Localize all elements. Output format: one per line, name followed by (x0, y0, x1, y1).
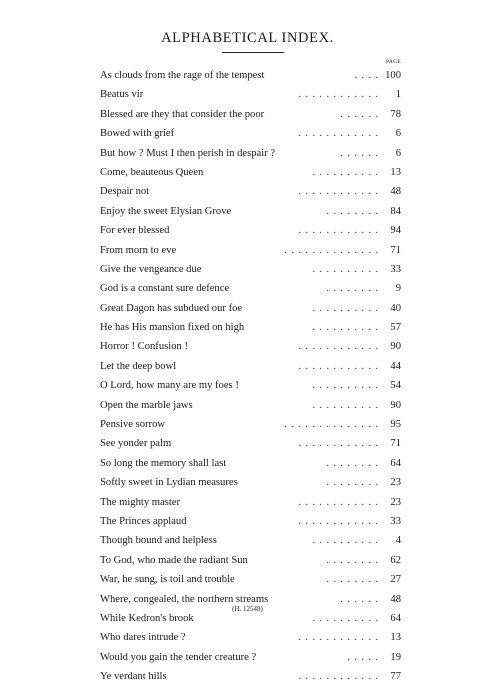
index-entry (100, 241, 401, 260)
entry-title: Let the deep bowl (100, 360, 177, 372)
entry-page-number: 90 (390, 341, 401, 353)
entry-page-number: 23 (390, 477, 401, 489)
entry-page-number: 40 (390, 302, 401, 314)
dot-leader: . . . . . . . . . . (312, 612, 379, 624)
index-entry (100, 66, 401, 85)
dot-leader: . . . . . (347, 651, 379, 663)
index-entry (100, 493, 401, 512)
dot-leader: . . . . . . (340, 108, 379, 120)
page-title: ALPHABETICAL INDEX. (161, 30, 334, 46)
dot-leader: . . . . . . . . . . (312, 166, 379, 178)
dot-leader: . . . . . . . . . . . . . . (284, 419, 379, 431)
index-entry (100, 163, 401, 182)
entry-page-number: 1 (395, 89, 401, 101)
entry-page-number: 13 (390, 632, 401, 644)
index-entry (100, 531, 401, 550)
entry-page-number: 4 (395, 535, 401, 547)
entry-page-number: 78 (390, 108, 401, 120)
entry-page-number: 19 (390, 651, 401, 663)
dot-leader: . . . . . . . . (326, 477, 379, 489)
entry-title: To God, who made the radiant Sun (100, 554, 248, 566)
index-entry (100, 144, 401, 163)
title-rule (222, 52, 284, 53)
entry-title: See yonder palm (100, 438, 172, 450)
entry-title: Though bound and helpless (100, 535, 217, 547)
index-list (100, 66, 401, 687)
index-entry (100, 105, 401, 124)
dot-leader: . . . . (354, 70, 379, 81)
dot-leader: . . . . . . . . . . . . (298, 496, 379, 508)
index-entry (100, 473, 401, 492)
index-entry (100, 318, 401, 337)
dot-leader: . . . . . . . . (326, 554, 379, 566)
dot-leader: . . . . . . . . . . . . (298, 341, 379, 353)
entry-title: Softly sweet in Lydian measures (100, 477, 238, 489)
index-entry (100, 512, 401, 531)
dot-leader: . . . . . . . . . . . . (298, 225, 379, 237)
plate-number: (H. 12549) (232, 605, 263, 613)
entry-title: For ever blessed (100, 225, 170, 237)
entry-page-number: 33 (390, 263, 401, 275)
index-entry (100, 667, 401, 686)
index-entry (100, 551, 401, 570)
index-entry (100, 202, 401, 221)
dot-leader: . . . . . . . . . . (312, 535, 379, 547)
entry-page-number: 9 (395, 283, 401, 295)
entry-title: Ye verdant hills (100, 671, 167, 683)
index-entry (100, 648, 401, 667)
entry-title: Enjoy the sweet Elysian Grove (100, 205, 232, 217)
entry-title: Blessed are they that consider the poor (100, 108, 265, 120)
entry-page-number: 84 (390, 205, 401, 217)
entry-page-number: 44 (390, 360, 401, 372)
entry-title: The Princes applaud (100, 515, 187, 527)
index-entry (100, 124, 401, 143)
index-entry (100, 357, 401, 376)
entry-page-number: 64 (390, 457, 401, 469)
dot-leader: . . . . . . . . . . . . (298, 186, 379, 198)
index-entry (100, 376, 401, 395)
entry-title: War, he sung, is toil and trouble (100, 574, 235, 586)
entry-page-number: 13 (390, 166, 401, 178)
entry-title: Pensive sorrow (100, 419, 166, 431)
entry-title: But how ? Must I then perish in despair ? (100, 147, 276, 159)
index-entry (100, 337, 401, 356)
index-entry (100, 85, 401, 104)
entry-title: Open the marble jaws (100, 399, 193, 411)
dot-leader: . . . . . . . . . . . . (298, 128, 379, 140)
dot-leader: . . . . . . . . . . . . (298, 438, 379, 450)
entry-page-number: 6 (395, 128, 401, 140)
entry-page-number: 95 (390, 419, 401, 431)
entry-page-number: 48 (390, 593, 401, 605)
index-entry (100, 299, 401, 318)
entry-title: God is a constant sure defence (100, 283, 230, 295)
dot-leader: . . . . . . . . . . . . (298, 515, 379, 527)
dot-leader: . . . . . . . . . . . . (298, 360, 379, 372)
dot-leader: . . . . . . . . (326, 205, 379, 217)
entry-title: Despair not (100, 186, 150, 198)
entry-title: Beatus vir (100, 89, 144, 101)
entry-page-number: 71 (390, 438, 401, 450)
index-entry (100, 628, 401, 647)
entry-page-number: 62 (390, 554, 401, 566)
dot-leader: . . . . . . . . . . (312, 322, 379, 334)
index-entry (100, 570, 401, 589)
entry-title: Would you gain the tender creature ? (100, 651, 257, 663)
dot-leader: . . . . . . . . . . (312, 380, 379, 392)
entry-title: As clouds from the rage of the tempest (100, 70, 265, 81)
entry-title: From morn to eve (100, 244, 177, 256)
dot-leader: . . . . . . . . . . (312, 399, 379, 411)
entry-title: Horror ! Confusion ! (100, 341, 188, 353)
entry-page-number: 90 (390, 399, 401, 411)
entry-title: The mighty master (100, 496, 181, 508)
entry-title: He has His mansion fixed on high (100, 322, 245, 334)
entry-page-number: 54 (390, 380, 401, 392)
page-column-header: PAGE (385, 59, 401, 65)
index-entry (100, 279, 401, 298)
entry-page-number: 6 (395, 147, 401, 159)
entry-title: So long the memory shall last (100, 457, 227, 469)
entry-title: Give the vengeance due (100, 263, 202, 275)
entry-page-number: 77 (390, 671, 401, 683)
index-entry (100, 260, 401, 279)
entry-page-number: 27 (390, 574, 401, 586)
dot-leader: . . . . . . . . . . (312, 302, 379, 314)
dot-leader: . . . . . . . . . . . . (298, 632, 379, 644)
entry-page-number: 57 (390, 322, 401, 334)
dot-leader: . . . . . . . . (326, 283, 379, 295)
index-entry (100, 182, 401, 201)
entry-title: Where, congealed, the northern streams (100, 593, 269, 605)
dot-leader: . . . . . . . . . . . . (298, 89, 379, 101)
entry-page-number: 71 (390, 244, 401, 256)
entry-title: Who dares intrude ? (100, 632, 186, 644)
dot-leader: . . . . . . . . (326, 457, 379, 469)
dot-leader: . . . . . . . . . . . . . . (284, 244, 379, 256)
entry-page-number: 48 (390, 186, 401, 198)
index-entry (100, 454, 401, 473)
entry-title: Come, beauteous Queen (100, 166, 204, 178)
entry-page-number: 23 (390, 496, 401, 508)
entry-page-number: 100 (385, 70, 401, 81)
dot-leader: . . . . . . (340, 147, 379, 159)
dot-leader: . . . . . . . . (326, 574, 379, 586)
entry-page-number: 33 (390, 515, 401, 527)
index-entry (100, 396, 401, 415)
dot-leader: . . . . . . . . . . (312, 263, 379, 275)
index-entry (100, 221, 401, 240)
entry-page-number: 64 (390, 612, 401, 624)
dot-leader: . . . . . . . . . . . . (298, 671, 379, 683)
entry-title: Great Dagon has subdued our foe (100, 302, 243, 314)
index-entry (100, 415, 401, 434)
dot-leader: . . . . . . (340, 593, 379, 605)
entry-title: Bowed with grief (100, 128, 175, 140)
index-entry (100, 434, 401, 453)
entry-title: While Kedron's brook (100, 612, 194, 624)
entry-title: O Lord, how many are my foes ! (100, 380, 239, 392)
entry-page-number: 94 (390, 225, 401, 237)
